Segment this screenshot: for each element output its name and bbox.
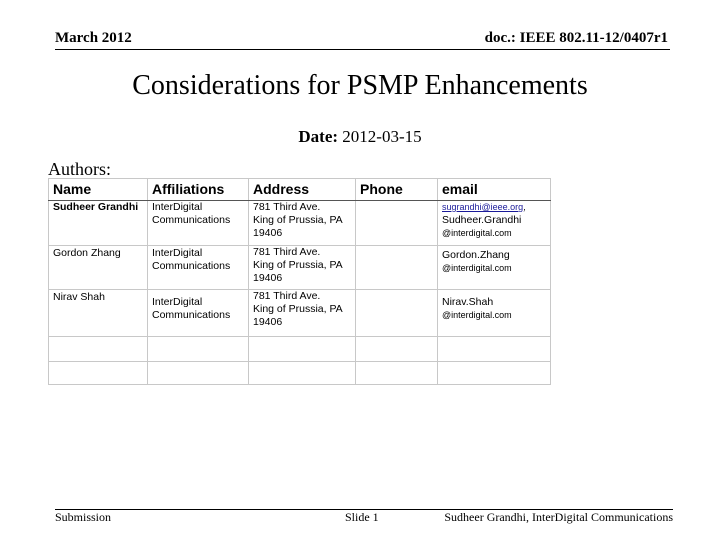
table-row xyxy=(49,246,551,290)
col-header-name: Name xyxy=(49,179,148,201)
date-line xyxy=(0,127,720,147)
col-header-phone: Phone xyxy=(356,179,438,201)
footer-submission: Submission xyxy=(55,510,112,524)
table-row xyxy=(49,201,551,246)
col-header-address: Address xyxy=(249,179,356,201)
authors-table xyxy=(48,178,551,385)
author-phone xyxy=(356,201,438,246)
empty-cell xyxy=(49,337,148,362)
empty-cell xyxy=(49,362,148,385)
authors-label: Authors: xyxy=(48,159,111,179)
table-row xyxy=(49,362,551,385)
slide-title: Considerations for PSMP Enhancements xyxy=(132,70,588,101)
header-date: March 2012 xyxy=(55,30,132,46)
author-email: Nirav.Shah @interdigital.com xyxy=(438,290,551,337)
author-affiliation: InterDigital Communications xyxy=(148,201,249,246)
author-name: Nirav Shah xyxy=(49,290,148,337)
email-link[interactable]: sugrandhi@ieee.org xyxy=(442,202,524,212)
header-doc-id: doc.: IEEE 802.11-12/0407r1 xyxy=(484,30,668,46)
author-address: 781 Third Ave. King of Prussia, PA 19406 xyxy=(249,290,356,337)
author-address: 781 Third Ave. King of Prussia, PA 19406 xyxy=(249,246,356,290)
footer-author: Sudheer Grandhi, InterDigital Communications xyxy=(444,510,673,524)
author-affiliation: InterDigital Communications xyxy=(148,290,249,337)
empty-cell xyxy=(249,362,356,385)
header-divider xyxy=(55,49,670,50)
empty-cell xyxy=(438,362,551,385)
author-name: Gordon Zhang xyxy=(49,246,148,290)
date-value: 2012-03-15 xyxy=(338,127,422,146)
col-header-affiliations: Affiliations xyxy=(148,179,249,201)
empty-cell xyxy=(148,362,249,385)
author-email: Gordon.Zhang @interdigital.com xyxy=(438,246,551,290)
empty-cell xyxy=(249,337,356,362)
author-phone xyxy=(356,290,438,337)
empty-cell xyxy=(148,337,249,362)
date-label: Date: xyxy=(298,127,339,146)
table-row xyxy=(49,290,551,337)
footer-slide-number: Slide 1 xyxy=(345,510,379,524)
author-phone xyxy=(356,246,438,290)
author-name: Sudheer Grandhi xyxy=(49,201,148,246)
empty-cell xyxy=(438,337,551,362)
author-affiliation: InterDigital Communications xyxy=(148,246,249,290)
empty-cell xyxy=(356,362,438,385)
author-email: sugrandhi@ieee.org, Sudheer.Grandhi @interdigital.com xyxy=(438,201,551,246)
col-header-email: email xyxy=(438,179,551,201)
empty-cell xyxy=(356,337,438,362)
table-row xyxy=(49,337,551,362)
author-address: 781 Third Ave. King of Prussia, PA 19406 xyxy=(249,201,356,246)
